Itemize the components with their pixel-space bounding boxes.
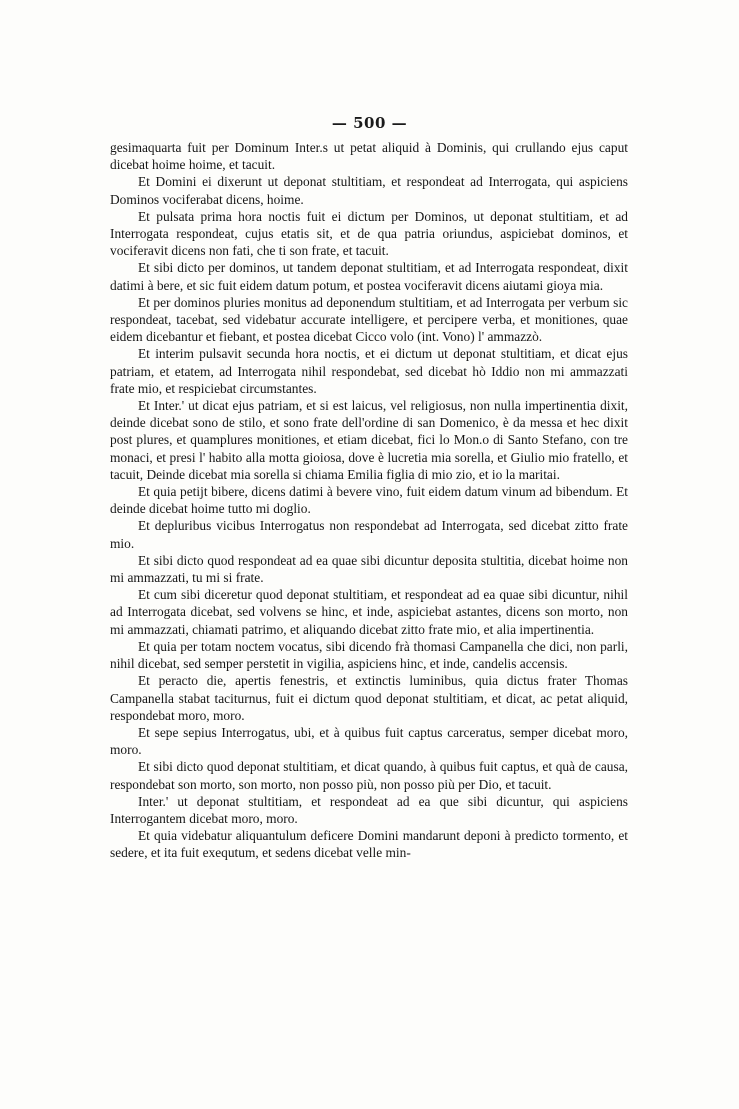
paragraph: Et sibi dicto quod deponat stultitiam, et dicat quando, à quibus fuit captus, et quà de causa, respondebat son morto, son morto, non posso più, non posso più per Dio, et tacuit. <box>110 759 628 792</box>
paragraph: Et cum sibi diceretur quod deponat stultitiam, et respondeat ad ea quae sibi dicuntur, nihil ad Interrogata dicebat, sed volvens se hinc, et inde, aspiciebat astantes, dicens son morto, non mi ammazzati, chiamati patrimo, et aliquando dicebat zitto frate mio, et alia impertinentia. <box>110 587 628 637</box>
body-text <box>110 139 628 862</box>
paragraph: Et quia per totam noctem vocatus, sibi dicendo frà thomasi Campanella che dici, non parli, nihil dicebat, sed semper perstetit in vigilia, aspiciens hinc, et inde, candelis accensis. <box>110 638 628 672</box>
paragraph: Inter.' ut deponat stultitiam, et respondeat ad ea que sibi dicuntur, qui aspiciens Interrogantem dicebat moro, moro. <box>110 793 628 826</box>
paragraph: Et quia videbatur aliquantulum deficere Domini mandarunt deponi à predicto tormento, et sedere, et ita fuit exequtum, et sedens dicebat velle min- <box>110 828 628 861</box>
paragraph: Et interim pulsavit secunda hora noctis, et ei dictum ut deponat stultitiam, et dicat ejus patriam, et etatem, ad Interrogata nihil respondebat, sed dicebat hò Iddio non mi ammazzati frate mio, et respiciebat circumstantes. <box>110 346 628 396</box>
paragraph: Et per dominos pluries monitus ad deponendum stultitiam, et ad Interrogata per verbum sic respondeat, tacebat, sed videbatur accurate intelligere, et percipere verba, et monitiones, quae eidem dicebantur et fiebant, et postea dicebat Cicco volo (int. Vono) l' ammazzò. <box>110 294 628 345</box>
paragraph: Et sepe sepius Interrogatus, ubi, et à quibus fuit captus carceratus, semper dicebat moro, moro. <box>110 724 628 758</box>
paragraph: Et Inter.' ut dicat ejus patriam, et si est laicus, vel religiosus, non nulla impertinentia dixit, deinde dicebat sono de stilo, et sono frate dell'ordine di san Domenico, è da messa et hec dixit post plures, et quamplures monitiones, et etiam dicebat, fici lo Mon.o di Santo Stefano, con tre monaci, et presi l' habito alla motta gioiosa, dove è lucretia mia sorella, et Giulio mio fratello, et tacuit, Deinde dicebat mia sorella si chiama Emilia figlia di mio zio, et io la maritai. <box>110 398 628 482</box>
paragraph: Et depluribus vicibus Interrogatus non respondebat ad Interrogata, sed dicebat zitto frate mio. <box>110 518 628 551</box>
paragraph: gesimaquarta fuit per Dominum Inter.s ut petat aliquid à Dominis, qui crullando ejus caput dicebat hoime hoime, et tacuit. <box>110 140 628 173</box>
paragraph: Et quia petijt bibere, dicens datimi à bevere vino, fuit eidem datum vinum ad bibendum. Et deinde dicebat hoime tutto mi doglio. <box>110 484 628 517</box>
paragraph: Et sibi dicto per dominos, ut tandem deponat stultitiam, et ad Interrogata respondeat, dixit datimi à bere, et sic fuit eidem datum potum, et postea vociferavit dicens aiutami gioya mia. <box>110 260 628 293</box>
paragraph: Et pulsata prima hora noctis fuit ei dictum per Dominos, ut deponat stultitiam, et ad Interrogata respondeat, cujus etatis sit, et de qua patria oriundus, aspiciebat dominos, et vociferavit dicens non fati, che ti son frate, et tacuit. <box>110 208 628 259</box>
paragraph: Et sibi dicto quod respondeat ad ea quae sibi dicuntur deposita stultitia, dicebat hoime non mi ammazzati, tu mi si frate. <box>110 552 628 586</box>
page-number: — 500 — <box>331 114 408 132</box>
paragraph: Et peracto die, apertis fenestris, et extinctis luminibus, quia dictus frater Thomas Campanella stabat taciturnus, fuit ei dictum quod deponat stultitiam, et dicat, ac petat aliquid, respondebat moro, moro. <box>110 673 628 723</box>
paragraph: Et Domini ei dixerunt ut deponat stultitiam, et respondeat ad Interrogata, qui aspiciens Dominos vociferabat dicens, hoime. <box>110 174 628 207</box>
